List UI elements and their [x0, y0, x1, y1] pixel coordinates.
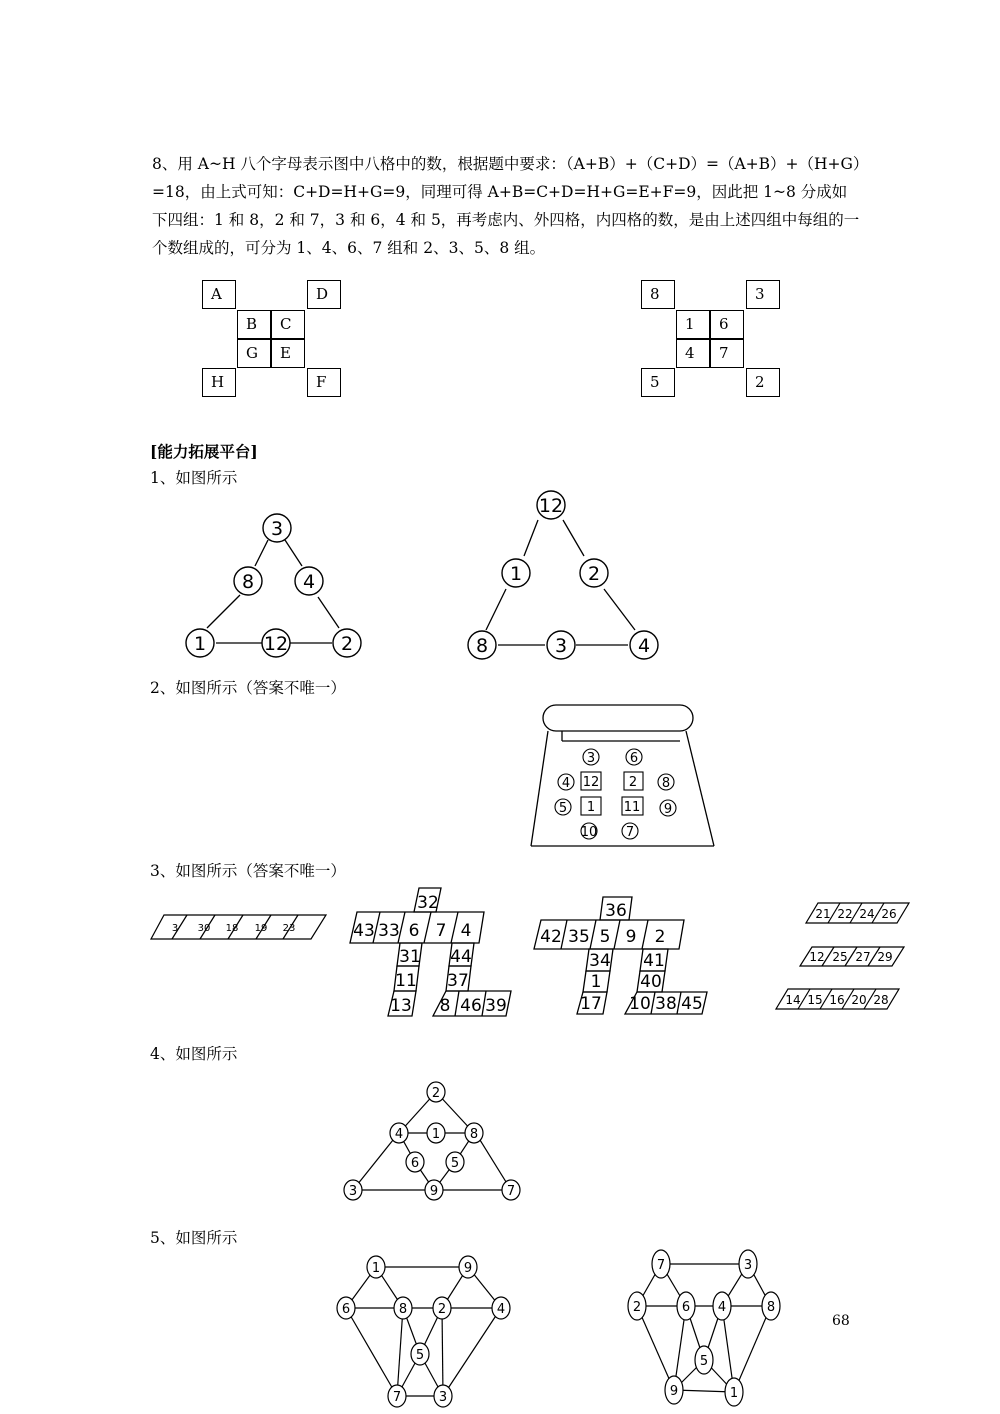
cell-label: 4 — [460, 921, 472, 941]
node-label: 2 — [632, 1300, 642, 1315]
cell-label: 32 — [417, 893, 439, 913]
node-label: 8 — [398, 1302, 408, 1317]
grid-cell: 5 — [641, 368, 675, 397]
square-label: 2 — [628, 775, 638, 790]
cell-label: 43 — [353, 921, 375, 941]
node-label: 1 — [431, 1127, 441, 1142]
section-title: [能力拓展平台] — [150, 442, 258, 461]
cell-label: 24 — [859, 907, 875, 921]
node-label: 2 — [340, 633, 354, 655]
circle-label: 9 — [663, 802, 673, 817]
fig5-left-graph — [330, 1250, 520, 1414]
node-label: 9 — [463, 1261, 473, 1276]
cell-label: 9 — [625, 927, 637, 947]
item-label: 1、如图所示 — [150, 469, 238, 487]
cell-label: 41 — [643, 951, 665, 971]
node-label: 8 — [475, 635, 489, 657]
cell-label: 28 — [873, 993, 889, 1007]
cell-label: 18 — [225, 923, 239, 934]
grid-cell: A — [202, 280, 236, 309]
cell-label: 14 — [785, 993, 801, 1007]
cell-label: 17 — [580, 994, 602, 1014]
square-label: 1 — [586, 800, 596, 815]
item-label: 2、如图所示（答案不唯一） — [150, 679, 346, 697]
node-label: 3 — [438, 1390, 448, 1405]
fig3-jiu-first — [345, 882, 515, 1022]
fig5-right-graph — [620, 1240, 790, 1414]
node-label: 2 — [431, 1086, 441, 1101]
node-label: 1 — [371, 1261, 381, 1276]
grid-cell: G — [237, 339, 271, 368]
cell-label: 45 — [681, 994, 703, 1014]
node-label: 4 — [302, 571, 316, 593]
node-label: 2 — [437, 1302, 447, 1317]
grid-cell: 4 — [676, 339, 710, 368]
node-label: 6 — [681, 1300, 691, 1315]
grid-cell: H — [202, 368, 236, 397]
node-label: 4 — [637, 635, 651, 657]
item-label: 5、如图所示 — [150, 1229, 238, 1247]
circle-label: 4 — [561, 776, 571, 791]
node-label: 3 — [348, 1184, 358, 1199]
cell-label: 13 — [390, 996, 412, 1016]
circle-label: 10 — [580, 825, 598, 840]
node-label: 8 — [469, 1127, 479, 1142]
node-label: 8 — [766, 1300, 776, 1315]
cell-label: 7 — [435, 921, 447, 941]
node-label: 4 — [394, 1127, 404, 1142]
node-label: 3 — [743, 1258, 753, 1273]
cell-label: 40 — [640, 972, 662, 992]
fig3-jiu-second — [528, 892, 713, 1022]
cell-label: 36 — [605, 901, 627, 921]
cell-label: 12 — [809, 950, 825, 964]
cell-label: 46 — [460, 996, 482, 1016]
node-label: 12 — [538, 495, 564, 517]
cell-label: 10 — [629, 994, 651, 1014]
node-label: 8 — [241, 571, 255, 593]
grid-cell: 2 — [746, 368, 780, 397]
grid-cell: 7 — [710, 339, 744, 368]
cell-label: 27 — [855, 950, 871, 964]
node-label: 4 — [717, 1300, 727, 1315]
cell-label: 31 — [399, 947, 421, 967]
cell-label: 23 — [282, 923, 296, 934]
cell-label: 30 — [197, 923, 211, 934]
fig2-basket — [525, 700, 720, 855]
fig3-rows — [772, 898, 912, 1014]
cell-label: 42 — [540, 927, 562, 947]
cell-label: 2 — [654, 927, 666, 947]
grid-cell: C — [271, 310, 305, 339]
cell-label: 25 — [832, 950, 848, 964]
node-label: 1 — [509, 563, 523, 585]
cell-label: 21 — [815, 907, 831, 921]
q8-explanation: 8、用 A~H 八个字母表示图中八格中的数，根据题中要求：（A+B）+（C+D）=（A+B）+（H+G）=18，由上式可知：C+D=H+G=9，同理可得 A+B=C+D=H+G=E+F=9，因此把 1~8 分成如下四组：1 和 8，2 和 7，3 和 6，4 和 5，再考虑内、外四格，内四格的数，是由上述四组中每组的一个数组成的，可分为 1、4、6、7 组和 2、3、5、8 组。 — [152, 155, 861, 257]
circle-label: 3 — [586, 751, 596, 766]
fig4-graph — [335, 1075, 525, 1210]
node-label: 3 — [554, 635, 568, 657]
cell-label: 33 — [378, 921, 400, 941]
cell-label: 37 — [447, 971, 469, 991]
circle-label: 5 — [558, 801, 568, 816]
grid-cell: B — [237, 310, 271, 339]
node-label: 7 — [506, 1184, 516, 1199]
fig1-right-triangle — [460, 485, 670, 670]
cell-label: 22 — [837, 907, 853, 921]
square-label: 11 — [623, 800, 641, 815]
circle-label: 8 — [661, 776, 671, 791]
node-label: 12 — [263, 633, 289, 655]
node-label: 3 — [270, 518, 284, 540]
cell-label: 26 — [881, 907, 897, 921]
node-label: 9 — [429, 1184, 439, 1199]
cell-label: 20 — [851, 993, 867, 1007]
fig1-left-triangle — [180, 508, 370, 668]
node-label: 2 — [587, 563, 601, 585]
grid-cell: D — [307, 280, 341, 309]
square-label: 12 — [582, 775, 600, 790]
cell-label: 6 — [408, 921, 420, 941]
node-label: 7 — [392, 1390, 402, 1405]
grid-cell: F — [307, 368, 341, 397]
cell-label: 5 — [599, 927, 611, 947]
node-label: 9 — [669, 1384, 679, 1399]
cell-label: 11 — [395, 971, 417, 991]
cell-label: 19 — [254, 923, 268, 934]
cell-label: 29 — [877, 950, 893, 964]
cell-label: 15 — [807, 993, 823, 1007]
grid-cell: 6 — [710, 310, 744, 339]
cell-label: 8 — [439, 996, 451, 1016]
circle-label: 7 — [625, 825, 635, 840]
circle-label: 6 — [629, 751, 639, 766]
cell-label: 44 — [450, 947, 472, 967]
node-label: 6 — [410, 1156, 420, 1171]
cell-label: 35 — [568, 927, 590, 947]
cell-label: 34 — [589, 951, 611, 971]
grid-cell: 3 — [746, 280, 780, 309]
grid-cell: 1 — [676, 310, 710, 339]
cell-label: 38 — [655, 994, 677, 1014]
grid-cell: E — [271, 339, 305, 368]
cell-label: 1 — [590, 972, 602, 992]
cell-label: 3 — [171, 923, 179, 934]
page-number: 68 — [832, 1313, 850, 1329]
node-label: 1 — [193, 633, 207, 655]
node-label: 6 — [341, 1302, 351, 1317]
cell-label: 39 — [485, 996, 507, 1016]
node-label: 4 — [496, 1302, 506, 1317]
cell-label: 16 — [829, 993, 845, 1007]
item-label: 4、如图所示 — [150, 1045, 238, 1063]
node-label: 5 — [699, 1354, 709, 1369]
node-label: 1 — [729, 1386, 739, 1401]
item-label: 3、如图所示（答案不唯一） — [150, 862, 346, 880]
node-label: 5 — [415, 1348, 425, 1363]
grid-cell: 8 — [641, 280, 675, 309]
node-label: 7 — [656, 1258, 666, 1273]
node-label: 5 — [450, 1156, 460, 1171]
fig3-strip — [148, 908, 328, 943]
